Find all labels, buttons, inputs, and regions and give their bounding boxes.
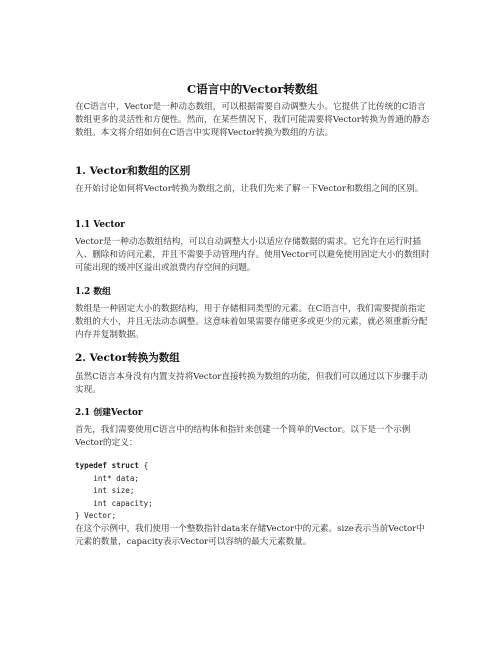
intro-paragraph: 在C语言中，Vector是一种动态数组，可以根据需要自动调整大小。它提供了比传统的C语言数组更多的灵活性和方便性。然而，在某些情况下，我们可能需要将Vector转换为普通的静态数组。本文将介绍如何在C语言中实现将Vector转换为数组的方法。 xyxy=(75,102,430,138)
code-block xyxy=(75,460,430,523)
subsection-1-2-paragraph: 数组是一种固定大小的数据结构，用于存储相同类型的元素。在C语言中，我们需要提前指定数组的大小，并且无法动态调整。这意味着如果需要存储更多或更少的元素，就必须重新分配内存并复制数据。 xyxy=(75,304,428,340)
after-code-paragraph: 在这个示例中，我们使用一个整数指针data来存储Vector中的元素。size表示当前Vector中元素的数量，capacity表示Vector可以容纳的最大元素数量。 xyxy=(75,524,425,547)
code-body: int* data; int size; int capacity; } Vector; xyxy=(75,473,153,520)
subsection-1-2-heading: 1.2 数组 xyxy=(75,287,111,297)
subsection-1-1-paragraph: Vector是一种动态数组结构，可以自动调整大小以适应存储数据的需求。它允许在运行时插入、删除和访问元素，并且不需要手动管理内存。使用Vector可以避免使用固定大小的数组时可能出现的缓冲区溢出或浪费内存空间的问题。 xyxy=(75,237,430,273)
section-1-heading: 1. Vector和数组的区别 xyxy=(75,165,191,177)
subsection-1-1-heading: 1.1 Vector xyxy=(75,220,125,230)
subsection-2-1-paragraph: 首先，我们需要使用C语言中的结构体和指针来创建一个简单的Vector。以下是一个示例Vector的定义： xyxy=(75,425,411,448)
section-1-paragraph: 在开始讨论如何将Vector转换为数组之前，让我们先来了解一下Vector和数组之间的区别。 xyxy=(75,184,424,194)
section-2-heading: 2. Vector转换为数组 xyxy=(75,352,180,364)
document-title: C语言中的Vector转数组 xyxy=(187,82,318,96)
code-keyword: typedef struct xyxy=(75,461,140,470)
code-line1-rest: { xyxy=(139,461,149,470)
subsection-2-1-heading: 2.1 创建Vector xyxy=(75,408,143,418)
section-2-paragraph: 虽然C语言本身没有内置支持将Vector直接转换为数组的功能，但我们可以通过以下步骤手动实现。 xyxy=(75,372,428,395)
